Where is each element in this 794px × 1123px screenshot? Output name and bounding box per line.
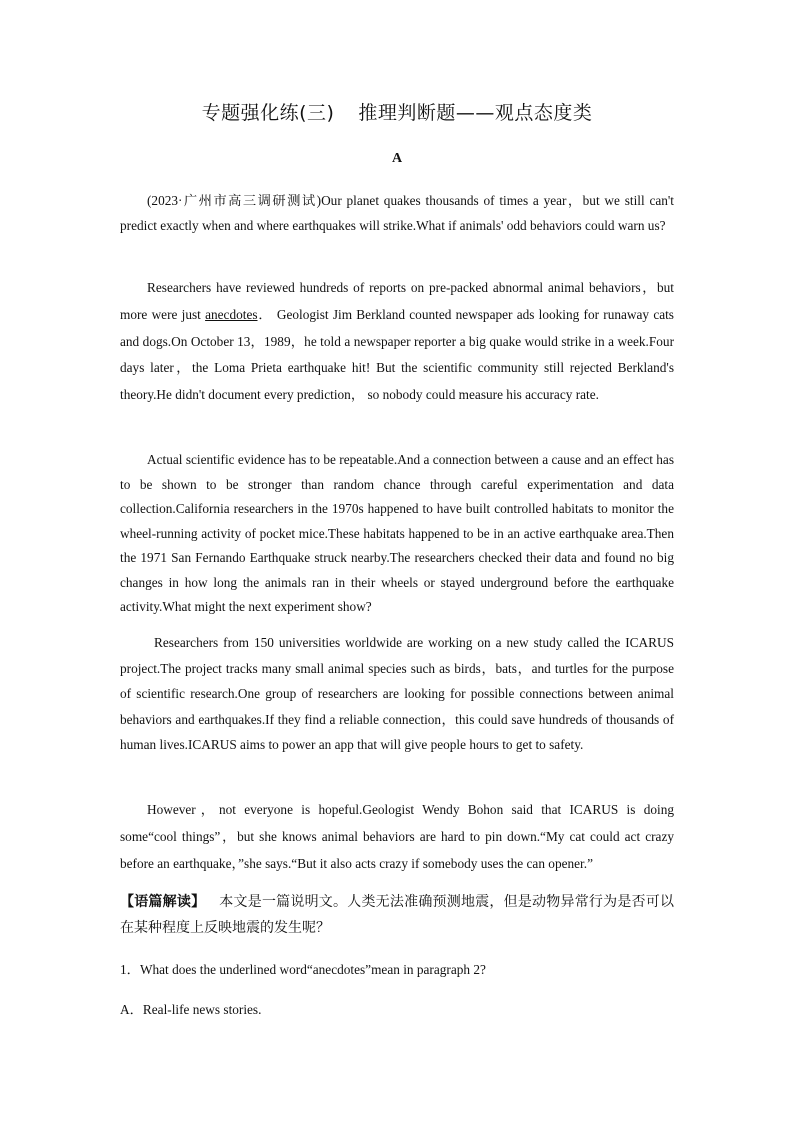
title-sub: 推理判断题——观点态度类	[358, 102, 593, 124]
analysis-tag: 【语篇解读】	[120, 894, 206, 910]
question-number: 1．	[120, 962, 140, 977]
option-a	[120, 1000, 674, 1020]
paragraph-3: Actual scientific evidence has to be repeatable.And a connection between a cause and an effect has to be shown to be stronger than random chance through careful experimentation and data collection.California researchers in the 1970s happened to have built controlled habitats to monitor the wheel-running activity of pocket mice.These habitats happened to be in an active earthquake area.Then the 1971 San Fernando Earthquake struck nearby.The researchers checked their data and found no big changes in how long the animals ran in their wheels or stayed underground before the earthquake activity.What might the next experiment show?	[120, 452, 674, 614]
paragraph-1-text: Our planet quakes thousands of times a year，but we still can't predict exactly when and where earthquakes will strike.What if animals' odd behaviors could warn us?	[120, 193, 674, 233]
paragraph-2-before: Researchers have reviewed hundreds of reports on pre-packed abnormal animal behaviors，but more were just	[120, 280, 674, 322]
underlined-word: anecdotes	[205, 306, 258, 322]
section-label: A	[391, 151, 403, 166]
analysis-text: 本文是一篇说明文。人类无法准确预测地震，但是动物异常行为是否可以在某种程度上反映地震的发生呢？	[120, 894, 674, 936]
paragraph-5: However，not everyone is hopeful.Geologist Wendy Bohon said that ICARUS is doing some“cool things”，but she knows animal behaviors are hard to pin down.“My cat could act crazy before an earthquake，”she says.“But it also acts crazy if somebody uses the can opener.”	[120, 802, 674, 871]
option-a-text: Real-life news stories.	[142, 1002, 262, 1017]
page-title	[0, 98, 794, 125]
question-text: What does the underlined word“anecdotes”mean in paragraph 2?	[139, 962, 486, 977]
paragraph-2-after: ． Geologist Jim Berkland counted newspaper ads looking for runaway cats and dogs.On October 13，1989，he told a newspaper reporter a big quake would strike in a week.Four days later，the Loma Prieta earthquake hit! But the scientific community still rejected Berkland's theory.He didn't document every prediction， so nobody could measure his accuracy rate.	[120, 306, 674, 403]
paragraph-4: Researchers from 150 universities worldwide are working on a new study called the ICARUS project.The project tracks many small animal species such as birds，bats，and turtles for the purpose of scientific research.One group of researchers are looking for possible connections between animal behaviors and earthquakes.If they find a reliable connection，this could save hundreds of thousands of human lives.ICARUS aims to power an app that will give people hours to get to safety.	[120, 635, 674, 752]
question-1	[120, 960, 674, 980]
paragraph-2	[120, 275, 674, 409]
passage-analysis	[120, 889, 674, 941]
source-note: (2023·广州市高三调研测试)	[147, 193, 322, 208]
title-main: 专题强化练(三)	[201, 102, 335, 124]
option-a-label: A．	[120, 1002, 143, 1017]
paragraph-1	[120, 189, 674, 238]
